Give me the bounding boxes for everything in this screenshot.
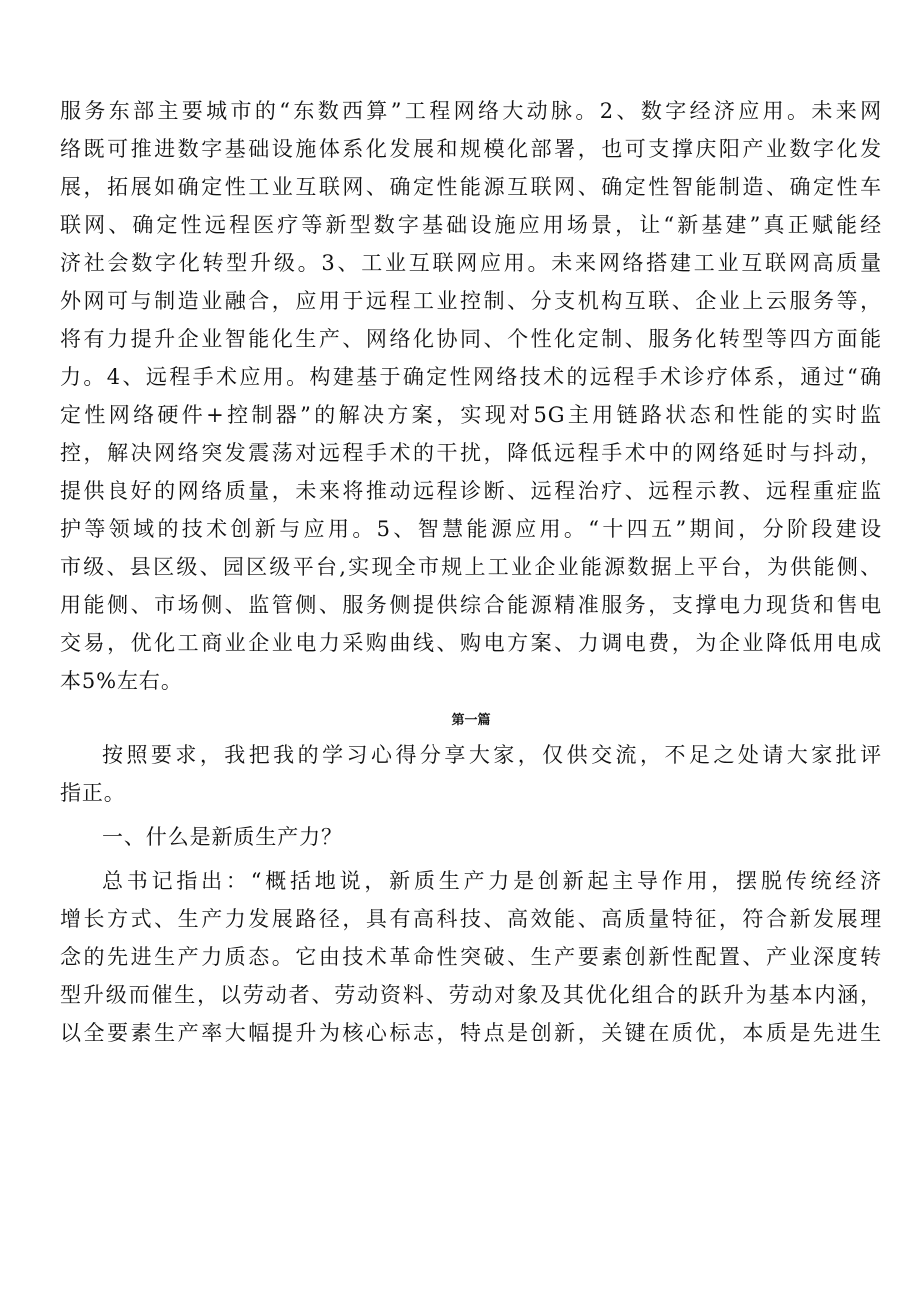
text-line: 将有力提升企业智能化生产、网络化协同、个性化定制、服务化转型等四方面能 (60, 327, 882, 351)
subheading: 一、什么是新质生产力？ (102, 825, 343, 849)
document-page (60, 92, 882, 1052)
text-line: 用能侧、市场侧、监管侧、服务侧提供综合能源精准服务，支撑电力现货和售电 (60, 593, 882, 617)
text-line: 型升级而催生，以劳动者、劳动资料、劳动对象及其优化组合的跃升为基本内涵， (60, 983, 882, 1007)
text-line: 指正。 (60, 781, 126, 805)
text-line: 交易，优化工商业企业电力采购曲线、购电方案、力调电费，为企业降低用电成 (60, 631, 882, 655)
text-line: 提供良好的网络质量，未来将推动远程诊断、远程治疗、远程示教、远程重症监 (60, 479, 882, 503)
text-line: 本5%左右。 (60, 669, 183, 693)
text-line: 控，解决网络突发震荡对远程手术的干扰，降低远程手术中的网络延时与抖动， (60, 441, 882, 465)
text-line: 定性网络硬件+控制器”的解决方案，实现对5G主用链路状态和性能的实时监 (60, 403, 882, 427)
text-line: 护等领域的技术创新与应用。5、智慧能源应用。“十四五”期间，分阶段建设 (60, 517, 882, 541)
text-line: 以全要素生产率大幅提升为核心标志，特点是创新，关键在质优，本质是先进生 (60, 1021, 882, 1045)
text-line: 外网可与制造业融合，应用于远程工业控制、分支机构互联、企业上云服务等， (60, 289, 882, 313)
text-line: 济社会数字化转型升级。3、工业互联网应用。未来网络搭建工业互联网高质量 (60, 251, 882, 275)
text-line: 总书记指出：“概括地说，新质生产力是创新起主导作用，摆脱传统经济 (102, 869, 882, 893)
text-line: 络既可推进数字基础设施体系化发展和规模化部署，也可支撑庆阳产业数字化发 (60, 137, 882, 161)
paragraph-definition (60, 862, 882, 1052)
text-line: 联网、确定性远程医疗等新型数字基础设施应用场景，让“新基建”真正赋能经 (60, 213, 882, 237)
section-heading: 第一篇 (451, 713, 491, 728)
text-line: 念的先进生产力质态。它由技术革命性突破、生产要素创新性配置、产业深度转 (60, 945, 882, 969)
text-line: 增长方式、生产力发展路径，具有高科技、高效能、高质量特征，符合新发展理 (60, 907, 882, 931)
paragraph-digital-applications (60, 92, 882, 700)
text-line: 服务东部主要城市的“东数西算”工程网络大动脉。2、数字经济应用。未来网 (60, 99, 882, 123)
text-line: 展，拓展如确定性工业互联网、确定性能源互联网、确定性智能制造、确定性车 (60, 175, 882, 199)
text-line: 按照要求，我把我的学习心得分享大家，仅供交流，不足之处请大家批评 (102, 743, 882, 767)
text-line: 力。4、远程手术应用。构建基于确定性网络技术的远程手术诊疗体系，通过“确 (60, 365, 882, 389)
text-line: 市级、县区级、园区级平台,实现全市规上工业企业能源数据上平台，为供能侧、 (60, 555, 882, 579)
paragraph-intro (60, 736, 882, 812)
